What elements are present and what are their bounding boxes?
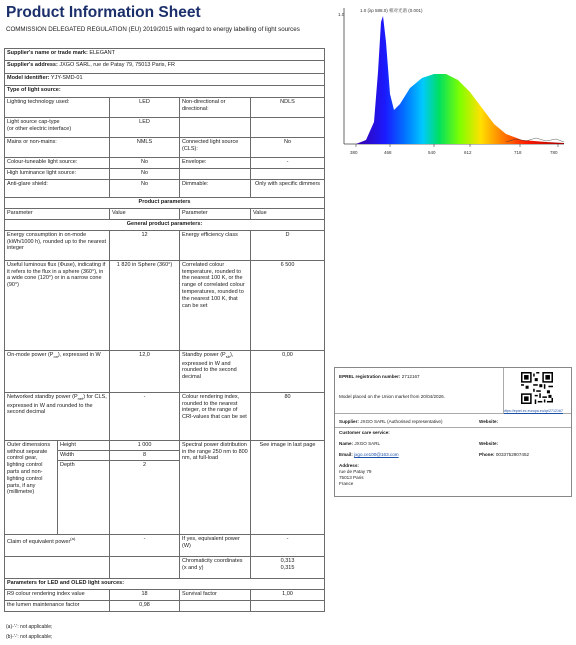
connected-label: Connected light source (CLS): xyxy=(180,138,251,158)
supplier-name-value: ELEGANT xyxy=(89,49,115,56)
r9-label: R9 colour rendering index value xyxy=(5,590,110,601)
envelope-label: Envelope: xyxy=(180,158,251,169)
spectrum-tick-1: 468 xyxy=(384,150,392,155)
cri-value: 80 xyxy=(251,393,325,441)
qr-code-icon[interactable] xyxy=(521,372,553,404)
website-label: Website: xyxy=(479,419,499,424)
card-address-line3: France xyxy=(339,481,354,486)
placed-on-market-text: Model placed on the Union market from 20/04/2026. xyxy=(339,394,445,399)
envelope-value: - xyxy=(251,158,325,169)
dimmable-value: Only with specific dimmers xyxy=(251,180,325,198)
spectrum-curve xyxy=(356,16,564,144)
chromaticity-x: 0,313 xyxy=(280,557,295,564)
header-divider xyxy=(503,368,504,414)
cap-type-value: LED xyxy=(110,118,180,138)
cct-value: 6 500 xyxy=(251,261,325,351)
height-value: 1 000 xyxy=(110,441,180,451)
spectral-label: Spectral power distribution in the range 250 nm to 800 nm, at full-load xyxy=(180,441,251,535)
lumen-maintenance-value: 0,98 xyxy=(110,601,180,612)
non-directional-value: NDLS xyxy=(251,98,325,118)
spectrum-tick-5: 780 xyxy=(550,150,558,155)
if-yes-value: - xyxy=(251,535,325,557)
supplier-address-label: Supplier's address: xyxy=(7,61,58,68)
card-phone-label: Phone: 0033752907452 xyxy=(479,452,530,457)
equivalent-power-label: Claim of equivalent power$^{(a)}$ xyxy=(5,535,110,557)
led-heading: Parameters for LED and OLED light sources: xyxy=(5,579,325,590)
spectrum-tick-2: 540 xyxy=(428,150,436,155)
product-information-sheet xyxy=(4,2,324,642)
depth-value: 2 xyxy=(110,461,180,535)
eprel-number: 2712167 xyxy=(401,374,420,379)
card-email-label: Email: jxgo.ce100@163.com xyxy=(339,452,399,457)
card-name-value: JXGO SARL xyxy=(354,441,381,446)
energy-consumption-label: Energy consumption in on-mode (kWh/1000 h), rounded up to the nearest integer xyxy=(5,231,110,261)
width-label: Width xyxy=(58,451,110,461)
colour-tuneable-value: No xyxy=(110,158,180,169)
regulation-text: COMMISSION DELEGATED REGULATION (EU) 2019/2015 with regard to energy labelling of light sources xyxy=(6,26,300,33)
cct-label: Correlated colour temperature, rounded to the nearest 100 K, or the range of correlated colour temperatures, rounded to the nearest 100 K, that can be set xyxy=(180,261,251,351)
dimmable-label: Dimmable: xyxy=(180,180,251,198)
on-mode-power-label: On-mode power $(P_{on})$, expressed in W xyxy=(5,351,110,393)
high-luminance-value: No xyxy=(110,169,180,180)
luminous-flux-value: 1 820 in Sphere (360°) xyxy=(110,261,180,351)
customer-service-label: Customer care service: xyxy=(339,430,390,435)
model-value: YJY-SMD-01 xyxy=(50,74,83,81)
model-label: Model identifier: xyxy=(7,74,50,81)
supplier-card-label: Supplier: JXGO SARL (Authorised representative) xyxy=(339,419,443,424)
supplier-name-row xyxy=(5,49,325,61)
energy-class-label: Energy efficiency class xyxy=(180,231,251,261)
spectrum-ticks xyxy=(356,144,558,147)
energy-consumption-value: 12 xyxy=(110,231,180,261)
product-params-heading: Product parameters xyxy=(5,198,325,209)
equivalent-power-value: - xyxy=(110,535,180,557)
spectrum-y-label: 1.0 xyxy=(338,12,345,17)
spectral-value: See image in last page xyxy=(251,441,325,535)
spectrum-tick-3: 612 xyxy=(464,150,472,155)
chromaticity-y: 0,315 xyxy=(280,564,295,571)
spectrum-tick-0: 380 xyxy=(350,150,358,155)
website2-label: Website: xyxy=(479,441,499,446)
cap-type-label: Light source cap-type xyxy=(7,118,60,125)
col-value-1: Value xyxy=(110,209,180,220)
spectrum-svg xyxy=(336,2,568,162)
footnote-b: (b)-'-': not applicable; xyxy=(6,634,53,640)
eprel-card xyxy=(334,367,572,497)
high-luminance-label: High luminance light source: xyxy=(5,169,110,180)
cri-label: Colour rendering index, rounded to the nearest integer, or the range of CRI-values that can be set xyxy=(180,393,251,441)
supplier-card-value: JXGO SARL (Authorised representative) xyxy=(360,419,443,424)
card-address-line1: rue de Patay 79 xyxy=(339,469,372,474)
colour-tuneable-label: Colour-tuneable light source: xyxy=(5,158,110,169)
card-phone-value: 0033752907452 xyxy=(495,452,530,457)
height-label: Height xyxy=(58,441,110,451)
supplier-address-row xyxy=(5,61,325,74)
chromaticity-label: Chromaticity coordinates (x and y) xyxy=(180,557,251,579)
card-address-line2: 75013 Paris xyxy=(339,475,364,480)
mains-value: NMLS xyxy=(110,138,180,158)
if-yes-label: If yes, equivalent power (W) xyxy=(180,535,251,557)
lumen-maintenance-label: the lumen maintenance factor xyxy=(5,601,110,612)
pis-table xyxy=(4,48,325,612)
standby-power-value: 0,00 xyxy=(251,351,325,393)
lighting-tech-value: LED xyxy=(110,98,180,118)
mains-label: Mains or non-mains: xyxy=(5,138,110,158)
outer-dimensions-label: Outer dimensions without separate control gear, lighting control parts and non-lighting control parts, if any (millimetre) xyxy=(5,441,58,535)
depth-label: Depth xyxy=(58,461,110,535)
r9-value: 18 xyxy=(110,590,180,601)
width-value: 8 xyxy=(110,451,180,461)
anti-glare-label: Anti-glare shield: xyxy=(5,180,110,198)
general-heading: General product parameters: xyxy=(5,220,325,231)
supplier-name-label: Supplier's name or trade mark: xyxy=(7,49,88,56)
networked-standby-label: Networked standby power $(P_{net})$ for CLS, expressed in W and rounded to the second decimal xyxy=(5,393,110,441)
survival-value: 1,00 xyxy=(251,590,325,601)
non-directional-label: Non-directional or directional: xyxy=(180,98,251,118)
type-heading-row xyxy=(5,86,325,98)
col-value-2: Value xyxy=(251,209,325,220)
networked-standby-value: - xyxy=(110,393,180,441)
standby-power-label: Standby power $(P_{sb})$, expressed in W and rounded to the second decimal xyxy=(180,351,251,393)
chromaticity-values xyxy=(251,557,325,579)
eprel-link[interactable]: https://eprel.ec.europa.eu/qr/2712167 xyxy=(503,409,563,413)
card-name-label: Name: JXGO SARL xyxy=(339,441,381,446)
card-address-label: Address: xyxy=(339,463,359,468)
energy-class-value: D xyxy=(251,231,325,261)
cap-type-label2: (or other electric interface) xyxy=(7,125,72,132)
eprel-label: EPREL registration number: 2712167 xyxy=(339,374,420,379)
col-parameter-2: Parameter xyxy=(180,209,251,220)
lighting-tech-label: Lighting technology used: xyxy=(5,98,110,118)
spectrum-tick-4: 718 xyxy=(514,150,522,155)
sheet-title: Product Information Sheet xyxy=(6,4,201,21)
model-row xyxy=(5,74,325,86)
on-mode-power-value: 12,0 xyxy=(110,351,180,393)
survival-label: Survival factor xyxy=(180,590,251,601)
eprel-header xyxy=(335,368,571,414)
card-divider xyxy=(335,427,571,428)
spectral-distribution-image xyxy=(336,2,568,162)
supplier-address-value: JXGO SARL, rue de Patay 79, 75013 Paris, FR xyxy=(59,61,175,68)
connected-value: No xyxy=(251,138,325,158)
card-email-link[interactable]: jxgo.ce100@163.com xyxy=(354,452,399,457)
spectrum-header: 1.0 (λp 588.0) 相对光谱 (0.001) xyxy=(360,8,423,13)
col-parameter-1: Parameter xyxy=(5,209,110,220)
anti-glare-value: No xyxy=(110,180,180,198)
footnote-a: (a)-'-': not applicable; xyxy=(6,624,53,630)
luminous-flux-label: Useful luminous flux (Φuse), indicating if it refers to the flux in a sphere (360°), in a wide cone (120°) or in a narrow cone (90°) xyxy=(5,261,110,351)
type-heading: Type of light source: xyxy=(5,86,325,98)
